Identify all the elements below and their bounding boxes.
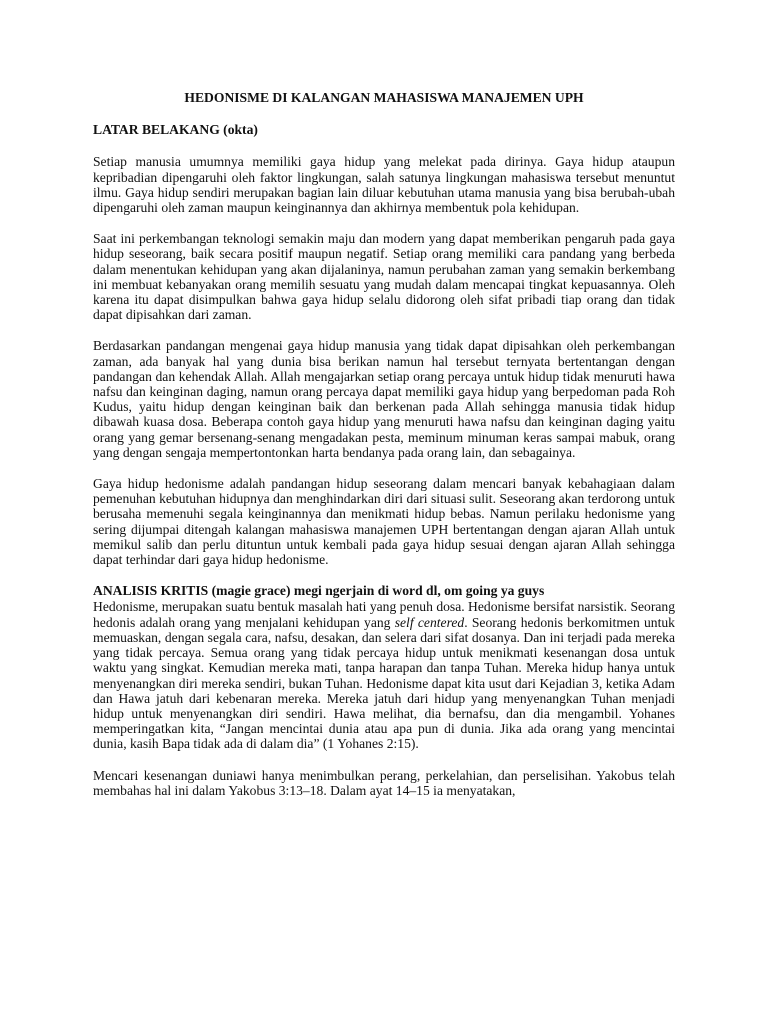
paragraph: Setiap manusia umumnya memiliki gaya hidup yang melekat pada dirinya. Gaya hidup ataupun kepribadian dipengaruhi oleh faktor lingkungan, salah satunya lingkungan mahasiswa tersebut menuntut ilmu. Gaya hidup sendiri merupakan bagian lain diluar kebutuhan utama manusia yang bisa berubah-ubah dipengaruhi oleh zaman maupun keinginannya dan akhirnya membentuk pola kehidupan. — [93, 154, 675, 216]
section-heading-latar-belakang: LATAR BELAKANG (okta) — [93, 122, 258, 138]
paragraph-text-end: . Seorang hedonis berkomitmen untuk memuaskan, dengan segala cara, nafsu, desakan, dan selera dari sifat dosanya. Dan ini terjadi pada mereka yang tidak percaya. Semua orang yang tidak percaya hidup untuk menikmati kesenangan dosa untuk waktu yang singkat. Kemudian mereka mati, tanpa harapan dan tanpa Tuhan. Mereka hidup hanya untuk menyenangkan diri mereka sendiri, bukan Tuhan. Hedonisme dapat kita usut dari Kejadian 3, ketika Adam dan Hawa jatuh dari kebenaran mereka. Mereka jatuh dari hidup yang menyenangkan Tuhan menjadi hidup untuk menyenangkan diri sendiri. Hawa melihat, dia bernafsu, dan dia mengambil. Yohanes memperingatkan kita, “Jangan mencintai dunia atau apa pun di dunia. Jika ada orang yang mencintai dunia, kasih Bapa tidak ada di dalam dia” (1 Yohanes 2:15). — [93, 614, 675, 752]
italic-term: self centered — [394, 614, 465, 630]
paragraph-text-start: Hedonisme, merupakan suatu bentuk masalah hati yang penuh dosa. Hedonisme bersifat narsistik. Seorang hedonis adalah orang yang menjalani kehidupan yang — [93, 599, 675, 630]
paragraph: Berdasarkan pandangan mengenai gaya hidup manusia yang tidak dapat dipisahkan oleh perkembangan zaman, ada banyak hal yang dunia bisa berikan namun hal tersebut ternyata bertentangan dengan pandangan dan kehendak Allah. Allah mengajarkan setiap orang percaya untuk hidup tidak menuruti hawa nafsu dan keinginan daging, namun orang percaya dapat memiliki gaya hidup yang berpedoman pada Roh Kudus, yaitu hidup dengan keinginan baik dan berkenan pada Allah sehingga manusia tidak hidup dibawah kuasa dosa. Beberapa contoh gaya hidup yang menuruti hawa nafsu dan keinginan daging yaitu orang yang gemar bersenang-senang mengadakan pesta, meminum minuman keras sampai mabuk, orang yang dengan sengaja mempertontonkan harta bendanya pada orang lain, dan sebagainya. — [93, 338, 675, 460]
section-heading-analisis-kritis: ANALISIS KRITIS (magie grace) megi ngerjain di word dl, om going ya guys — [93, 583, 545, 599]
document-body — [93, 84, 675, 814]
paragraph: Saat ini perkembangan teknologi semakin maju dan modern yang dapat memberikan pengaruh pada gaya hidup seseorang, baik secara positif maupun negatif. Setiap orang memiliki cara pandang yang berbeda dalam menentukan kehidupan yang akan dijalaninya, namun perubahan zaman yang semakin berkembang ini membuat kebanyakan orang memilih sesuatu yang mudah dalam mencapai tingkat kepuasannya. Oleh karena itu dapat disimpulkan bahwa gaya hidup selalu didorong oleh sifat pribadi tiap orang dan tidak dapat dipisahkan dari zaman. — [93, 231, 675, 323]
document-title: HEDONISME DI KALANGAN MAHASISWA MANAJEMEN UPH — [184, 90, 584, 105]
paragraph: Mencari kesenangan duniawi hanya menimbulkan perang, perkelahian, dan perselisihan. Yakobus telah membahas hal ini dalam Yakobus 3:13–18. Dalam ayat 14–15 ia menyatakan, — [93, 767, 675, 798]
paragraph-hedonisme — [93, 599, 675, 751]
paragraph: Gaya hidup hedonisme adalah pandangan hidup seseorang dalam mencari banyak kebahagiaan dalam pemenuhan kebutuhan hidupnya dan menghindarkan diri dari situasi sulit. Seseorang akan terdorong untuk berusaha memenuhi segala keinginannya dan menikmati hidup bebas. Namun perilaku hedonisme yang sering dijumpai ditengah kalangan mahasiswa manajemen UPH bertentangan dengan ajaran Allah untuk memikul salib dan perlu dituntun untuk kembali pada gaya hidup sesuai dengan ajaran Allah sehingga dapat terhindar dari gaya hidup hedonisme. — [93, 476, 675, 568]
